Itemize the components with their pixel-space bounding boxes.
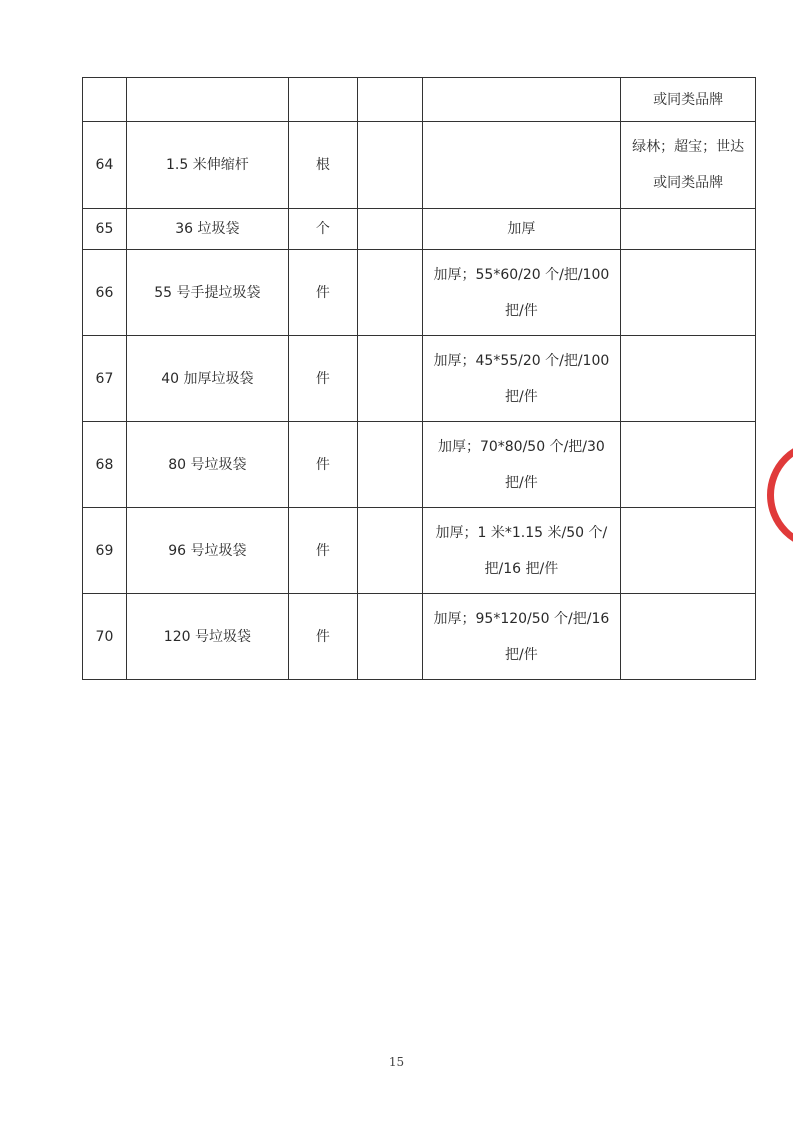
cell-unit: 件 — [288, 422, 357, 508]
cell-unit: 根 — [288, 122, 357, 209]
cell-brand: 或同类品牌 — [621, 78, 756, 122]
items-table — [82, 77, 756, 680]
cell-unit: 件 — [288, 336, 357, 422]
cell-unit: 件 — [288, 508, 357, 594]
cell-spec: 加厚；95*120/50 个/把/16 把/件 — [422, 594, 621, 680]
cell-name: 80 号垃圾袋 — [126, 422, 288, 508]
cell-spec — [422, 78, 621, 122]
cell-unit — [288, 78, 357, 122]
cell-no: 70 — [83, 594, 127, 680]
cell-unit: 件 — [288, 594, 357, 680]
table-row — [83, 508, 756, 594]
page-number: 15 — [388, 1055, 405, 1069]
seal-stamp-fragment — [767, 440, 793, 550]
seal-ring — [767, 440, 793, 550]
cell-spec: 加厚；1 米*1.15 米/50 个/把/16 把/件 — [422, 508, 621, 594]
cell-qty — [357, 594, 422, 680]
cell-brand — [621, 422, 756, 508]
cell-name: 36 垃圾袋 — [126, 209, 288, 250]
table-row — [83, 336, 756, 422]
cell-no — [83, 78, 127, 122]
cell-brand — [621, 250, 756, 336]
cell-name: 1.5 米伸缩杆 — [126, 122, 288, 209]
cell-qty — [357, 422, 422, 508]
cell-name: 96 号垃圾袋 — [126, 508, 288, 594]
table-row — [83, 209, 756, 250]
cell-no: 66 — [83, 250, 127, 336]
table-row — [83, 422, 756, 508]
cell-qty — [357, 78, 422, 122]
cell-brand — [621, 336, 756, 422]
cell-name: 55 号手提垃圾袋 — [126, 250, 288, 336]
cell-no: 65 — [83, 209, 127, 250]
cell-spec: 加厚；45*55/20 个/把/100 把/件 — [422, 336, 621, 422]
cell-brand — [621, 594, 756, 680]
cell-no: 64 — [83, 122, 127, 209]
cell-qty — [357, 336, 422, 422]
cell-name — [126, 78, 288, 122]
cell-no: 67 — [83, 336, 127, 422]
table-row — [83, 78, 756, 122]
cell-qty — [357, 122, 422, 209]
cell-unit: 件 — [288, 250, 357, 336]
cell-qty — [357, 508, 422, 594]
cell-no: 69 — [83, 508, 127, 594]
cell-brand — [621, 508, 756, 594]
table-row — [83, 122, 756, 209]
table-row — [83, 250, 756, 336]
cell-unit: 个 — [288, 209, 357, 250]
cell-spec: 加厚；70*80/50 个/把/30 把/件 — [422, 422, 621, 508]
cell-brand: 绿林；超宝；世达或同类品牌 — [621, 122, 756, 209]
cell-brand — [621, 209, 756, 250]
cell-no: 68 — [83, 422, 127, 508]
cell-spec — [422, 122, 621, 209]
cell-name: 40 加厚垃圾袋 — [126, 336, 288, 422]
cell-name: 120 号垃圾袋 — [126, 594, 288, 680]
table-row — [83, 594, 756, 680]
cell-spec: 加厚；55*60/20 个/把/100 把/件 — [422, 250, 621, 336]
cell-qty — [357, 209, 422, 250]
cell-qty — [357, 250, 422, 336]
cell-spec: 加厚 — [422, 209, 621, 250]
